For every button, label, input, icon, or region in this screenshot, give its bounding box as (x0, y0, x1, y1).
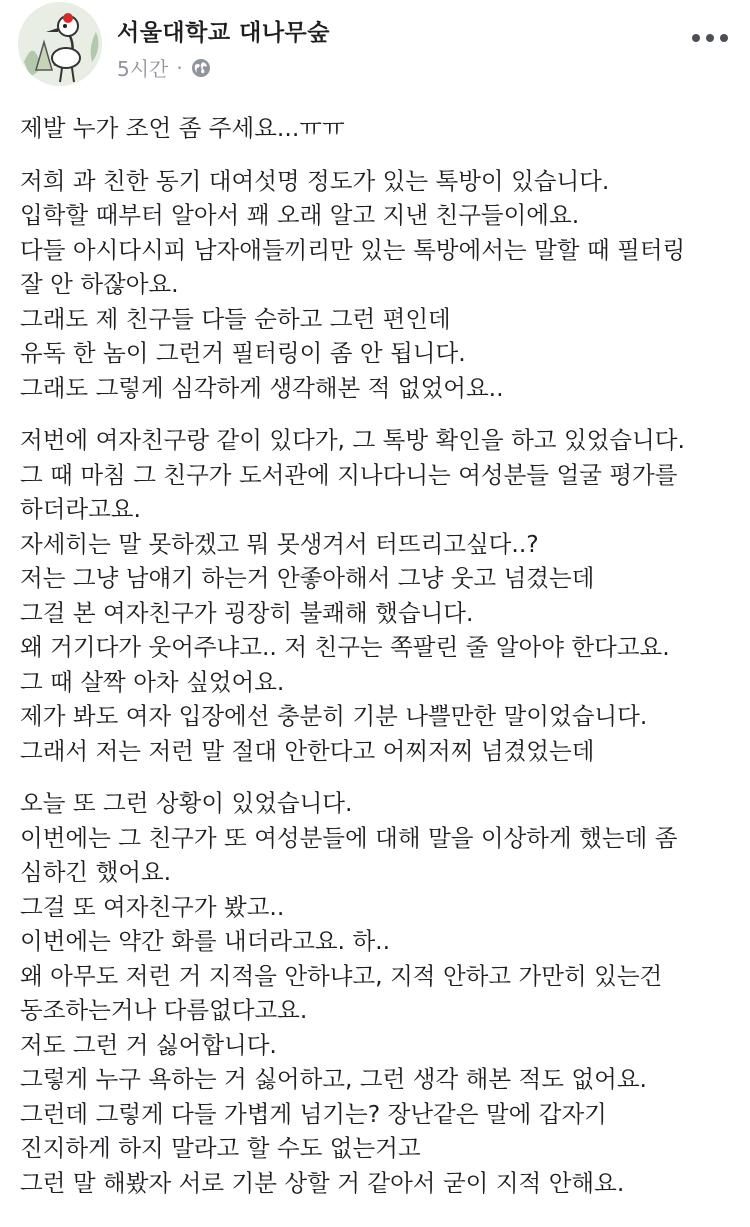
post-text-line: 다들 아시다시피 남자애들끼리만 있는 톡방에서는 말할 때 필터링 (20, 235, 686, 264)
post-header (0, 0, 750, 100)
post-text-line: 입학할 때부터 알아서 꽤 오래 알고 지낸 친구들이에요. (20, 201, 580, 229)
post-text-line: 그 때 마침 그 친구가 도서관에 지나다니는 여성분들 얼굴 평가를 (20, 460, 678, 489)
post-paragraph (20, 786, 740, 1200)
post-text-line: 그걸 또 여자친구가 봤고.. (20, 892, 285, 921)
post-text-line: 왜 아무도 저런 거 지적을 안하냐고, 지적 안하고 가만히 있는건 (20, 961, 663, 990)
globe-icon[interactable] (191, 58, 211, 78)
post-text-line: 이번에는 그 친구가 또 여성분들에 대해 말을 이상하게 했는데 좀 (20, 823, 678, 852)
post-text-line: 그래도 그렇게 심각하게 생각해본 적 없었어요.. (20, 373, 504, 402)
more-dot (692, 34, 700, 42)
post-text-line: 진지하게 하지 말라고 할 수도 없는거고 (20, 1134, 421, 1162)
post-text-line: 제가 봐도 여자 입장에선 충분히 기분 나쁠만한 말이었습니다. (20, 702, 648, 730)
post-paragraph (20, 111, 740, 146)
more-dot (706, 34, 714, 42)
post-paragraph (20, 423, 740, 768)
post-text-line: 그렇게 누구 욕하는 거 싫어하고, 그런 생각 해본 적도 없어요. (20, 1065, 647, 1093)
post-text-line: 그래도 제 친구들 다들 순하고 그런 편인데 (20, 304, 451, 333)
post-text-line: 제발 누가 조언 좀 주세요...ㅠㅠ (20, 114, 345, 142)
post-meta (117, 53, 211, 82)
post-text-line: 유독 한 놈이 그런거 필터링이 좀 안 됩니다. (20, 339, 466, 367)
post-text-line: 그런 말 해봤자 서로 기분 상할 거 같아서 굳이 지적 안해요. (20, 1168, 625, 1197)
post-text-line: 저희 과 친한 동기 대여섯명 정도가 있는 톡방이 있습니다. (20, 166, 610, 195)
post-text-line: 저는 그냥 남얘기 하는거 안좋아해서 그냥 웃고 넘겼는데 (20, 564, 595, 592)
post-text-line: 동조하는거나 다름없다고요. (20, 996, 308, 1024)
post-text-line: 왜 거기다가 웃어주냐고.. 저 친구는 쪽팔린 줄 알아야 한다고요. (20, 633, 670, 661)
post-text-line: 자세히는 말 못하겠고 뭐 못생겨서 터뜨리고싶다..? (20, 529, 539, 558)
post-text-line: 저번에 여자친구랑 같이 있다가, 그 톡방 확인을 하고 있었습니다. (20, 426, 685, 454)
post-text-line: 오늘 또 그런 상황이 있었습니다. (20, 789, 353, 817)
post-paragraph (20, 164, 740, 406)
post-text-line: 잘 안 하잖아요. (20, 270, 179, 298)
post-text-line: 저도 그런 거 싫어합니다. (20, 1030, 277, 1059)
post-text-line: 하더라고요. (20, 495, 141, 523)
post-text-line: 그 때 살짝 아차 싶었어요. (20, 667, 285, 696)
page-name-link[interactable]: 서울대학교 대나무숲 (117, 20, 330, 46)
post-text-line: 그래서 저는 저런 말 절대 안한다고 어찌저찌 넘겼었는데 (20, 736, 595, 765)
post-text-line: 심하긴 했어요. (20, 858, 172, 886)
page-avatar[interactable] (18, 2, 102, 86)
post-text-line: 그런데 그렇게 다들 가볍게 넘기는? 장난같은 말에 갑자기 (20, 1099, 607, 1128)
post-text-line: 이번에는 약간 화를 내더라고요. 하.. (20, 927, 391, 955)
post-text-line: 그걸 본 여자친구가 굉장히 불쾌해 했습니다. (20, 598, 474, 627)
meta-separator: · (176, 55, 183, 80)
post-timestamp[interactable]: 5시간 (117, 57, 169, 81)
crane-mascot-icon (18, 2, 102, 86)
more-options-icon[interactable] (692, 26, 728, 50)
more-dot (720, 34, 728, 42)
post-body (20, 111, 740, 1218)
